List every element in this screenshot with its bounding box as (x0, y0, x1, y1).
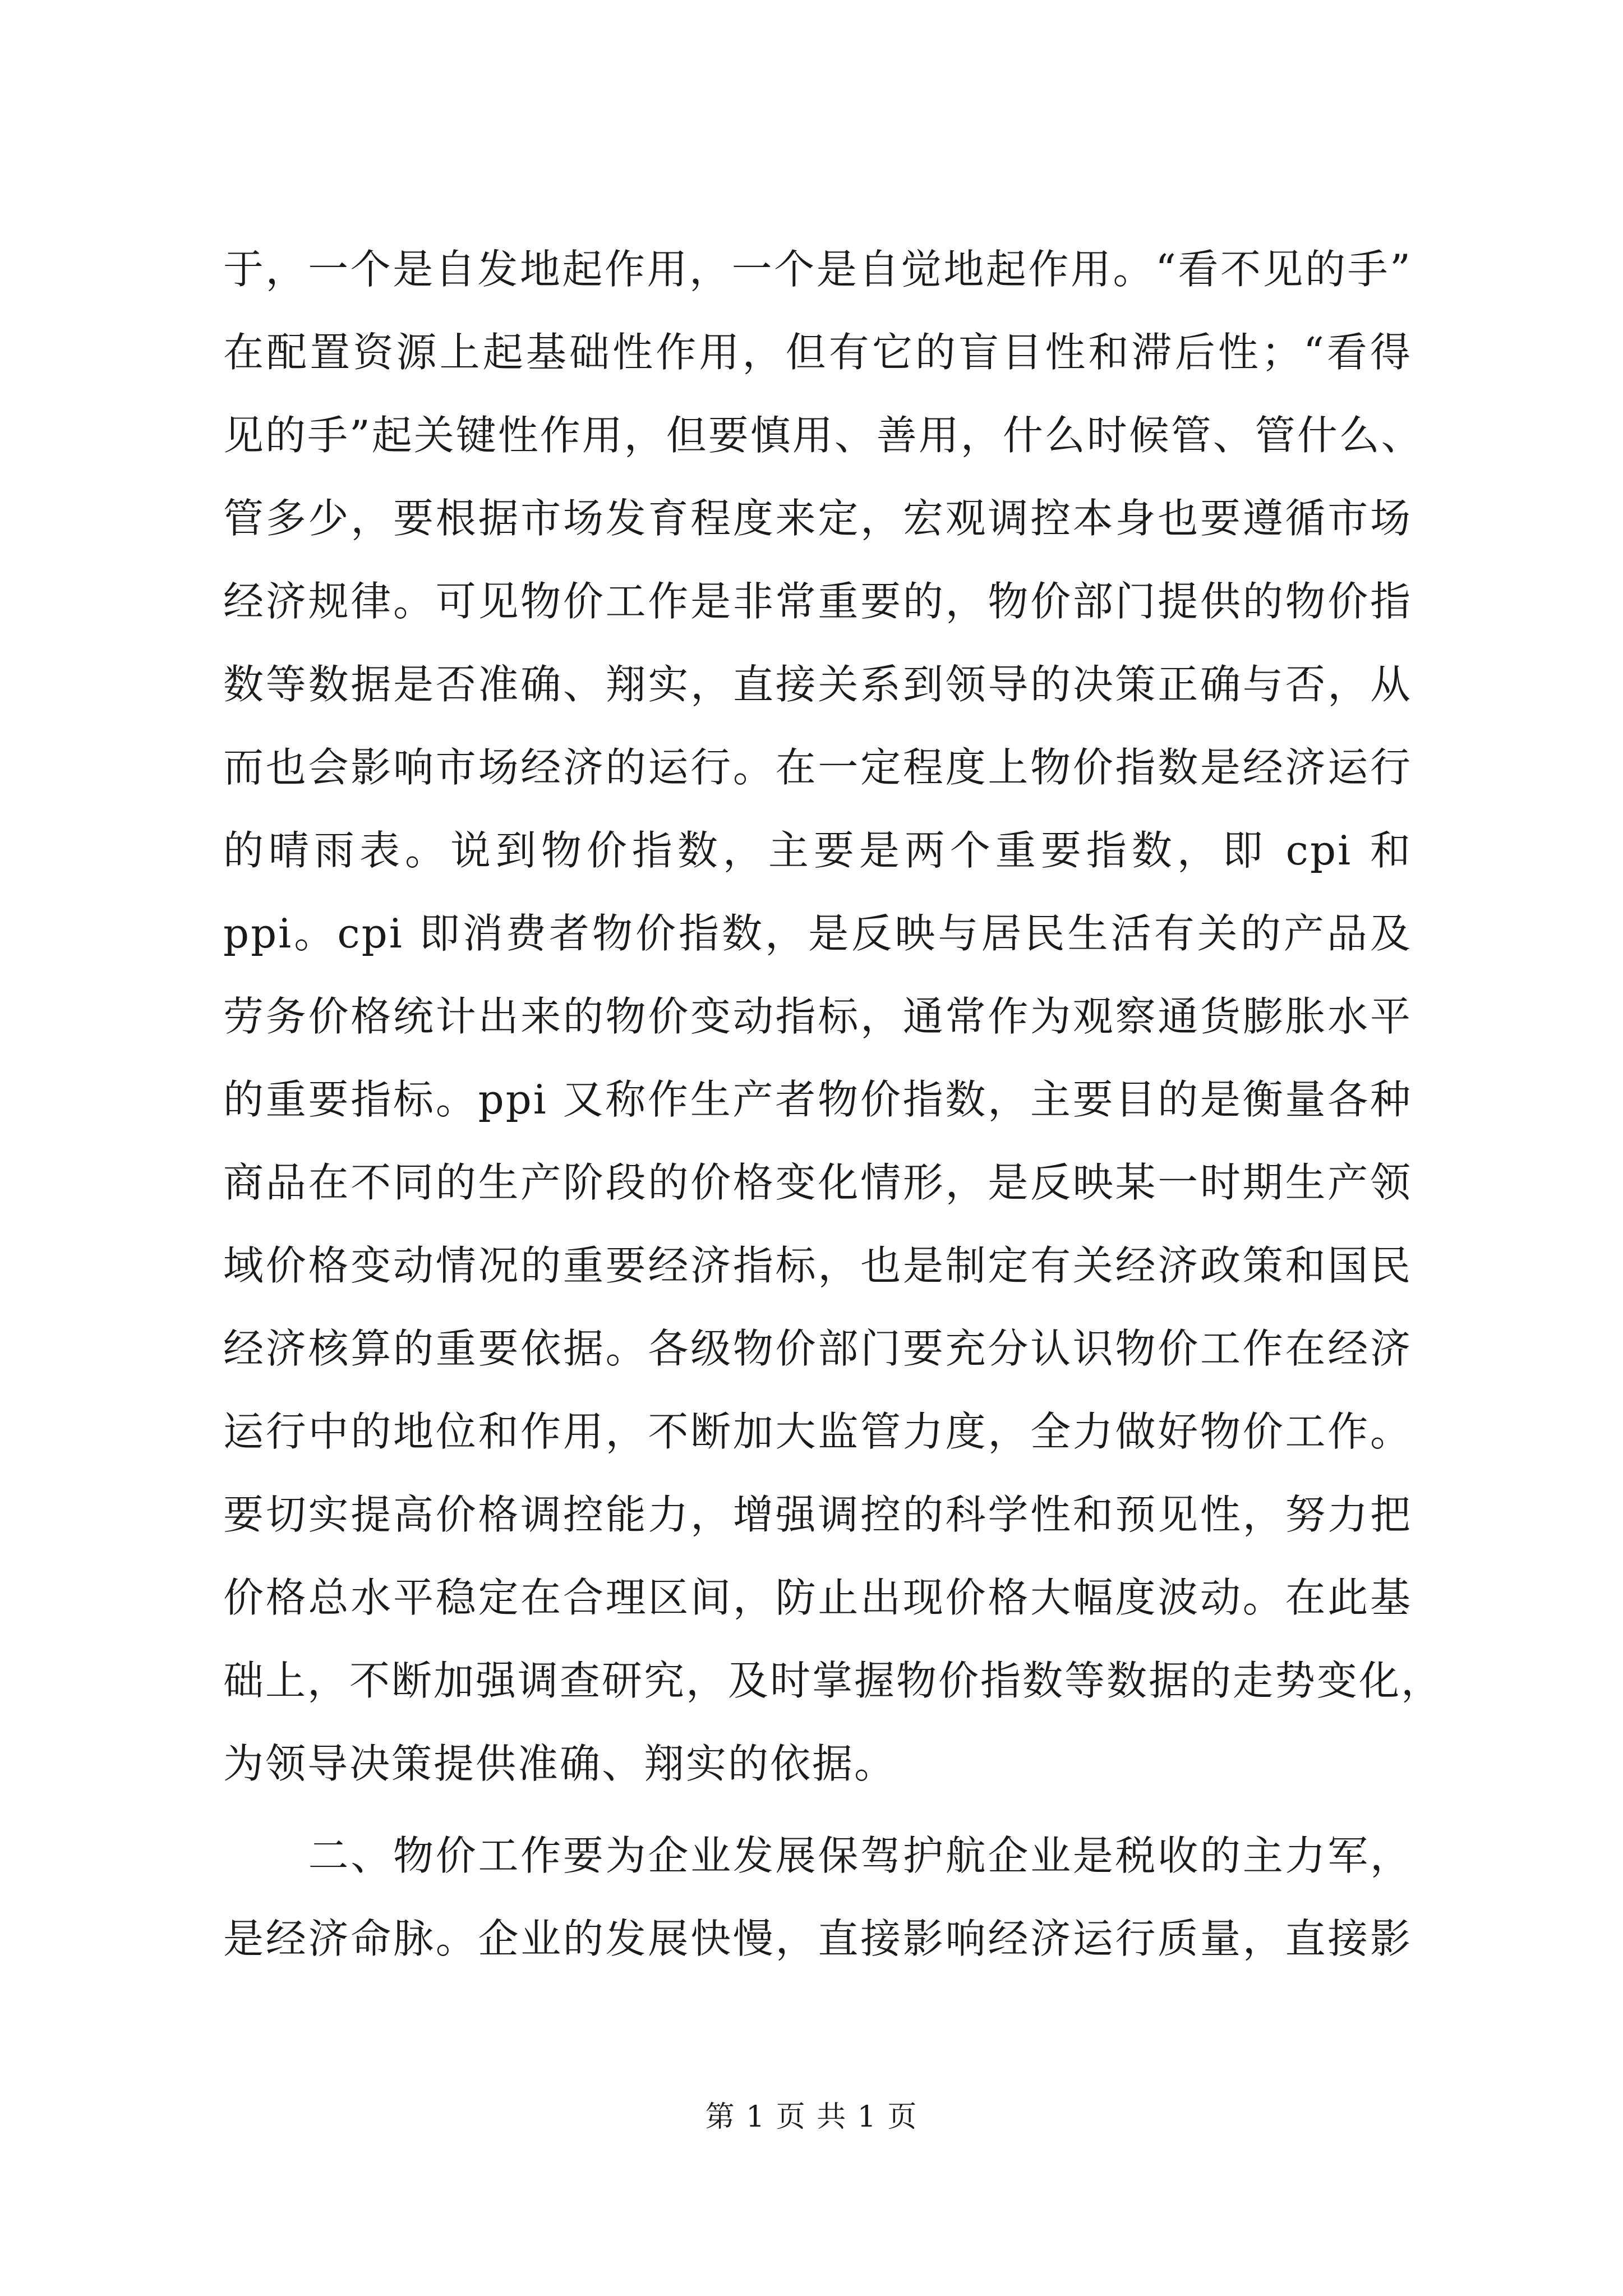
page-number-footer: 第 1 页 共 1 页 (705, 2100, 918, 2134)
body-line-21: 是经济命脉。企业的发展快慢，直接影响经济运行质量，直接影 (223, 1915, 1412, 1962)
document-body (223, 228, 1444, 1980)
body-line-12: 商品在不同的生产阶段的价格变化情形，是反映某一时期生产领 (223, 1159, 1412, 1206)
body-line-2: 在配置资源上起基础性作用，但有它的盲目性和滞后性；“看得 (223, 329, 1412, 376)
body-line-7: 而也会影响市场经济的运行。在一定程度上物价指数是经济运行 (223, 744, 1412, 791)
body-line-8: 的晴雨表。说到物价指数，主要是两个重要指数，即 cpi 和 (223, 827, 1412, 874)
body-line-16: 要切实提高价格调控能力，增强调控的科学性和预见性，努力把 (223, 1491, 1412, 1538)
section-heading-line: 二、物价工作要为企业发展保驾护航企业是税收的主力军， (223, 1832, 1412, 1879)
body-line-9: ppi。cpi 即消费者物价指数，是反映与居民生活有关的产品及 (223, 910, 1412, 957)
body-line-1: 于，一个是自发地起作用，一个是自觉地起作用。“看不见的手” (223, 246, 1412, 293)
body-line-11: 的重要指标。ppi 又称作生产者物价指数，主要目的是衡量各种 (223, 1076, 1412, 1123)
body-line-14: 经济核算的重要依据。各级物价部门要充分认识物价工作在经济 (223, 1325, 1412, 1372)
body-line-19: 为领导决策提供准确、翔实的依据。 (223, 1740, 897, 1787)
body-line-15: 运行中的地位和作用，不断加大监管力度，全力做好物价工作。 (223, 1408, 1412, 1455)
body-line-18: 础上，不断加强调查研究，及时掌握物价指数等数据的走势变化， (223, 1657, 1444, 1704)
body-line-4: 管多少，要根据市场发育程度来定，宏观调控本身也要遵循市场 (223, 495, 1412, 542)
body-line-10: 劳务价格统计出来的物价变动指标，通常作为观察通货膨胀水平 (223, 993, 1412, 1040)
body-line-13: 域价格变动情况的重要经济指标，也是制定有关经济政策和国民 (223, 1242, 1412, 1289)
body-line-3: 见的手”起关键性作用，但要慎用、善用，什么时候管、管什么、 (223, 412, 1423, 459)
body-line-5: 经济规律。可见物价工作是非常重要的，物价部门提供的物价指 (223, 578, 1412, 625)
body-line-17: 价格总水平稳定在合理区间，防止出现价格大幅度波动。在此基 (223, 1574, 1412, 1621)
body-line-6: 数等数据是否准确、翔实，直接关系到领导的决策正确与否，从 (223, 661, 1412, 708)
